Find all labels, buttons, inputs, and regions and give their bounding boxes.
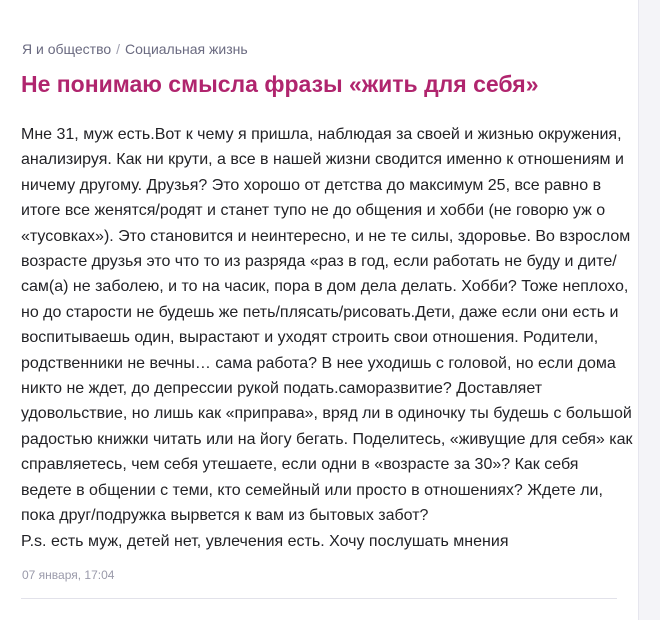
breadcrumb	[22, 41, 248, 57]
page-title: Не понимаю смысла фразы «жить для себя»	[21, 71, 539, 97]
post-timestamp: 07 января, 17:04	[22, 568, 115, 582]
breadcrumb-link-category[interactable]: Я и общество	[22, 41, 112, 57]
post-text: Мне 31, муж есть.Вот к чему я пришла, наблюдая за своей и жизнью окружения, анализируя. Как ни крути, а все в нашей жизни сводится именно к отношениям и ничему другому. Друзья? Это хорошо от детства до максимум 25, все равно в итоге все женятся/родят и станет тупо не до общения и хобби (не говорю уж о «тусовках»). Это становится и неинтересно, и не те силы, здоровье. Во взрослом возрасте друзья это что то из разряда «раз в год, если работать не буду и дите/сам(а) не заболею, и то на часик, пора в дом дела делать. Хобби? Тоже неплохо, но до старости не будешь же петь/плясать/рисовать.Дети, даже если они есть и воспитываешь один, вырастают и уходят строить свои отношения. Родители, родственники не вечны… сама работа? В нее уходишь с головой, но если дома никто не ждет, до депрессии рукой подать.саморазвитие? Доставляет удовольствие, но лишь как «приправа», вряд ли в одиночку ты будешь с большой радостью книжки читать или на йогу бегать. Поделитесь, «живущие для себя» как справляетесь, чем себя утешаете, если одни в «возрасте за 30»? Как себя ведете в общении с теми, кто семейный или просто в отношениях? Ждете ли, пока друг/подружка вырвется к вам из бытовых забот?	[21, 126, 633, 525]
post-body	[21, 122, 633, 554]
breadcrumb-link-subcategory[interactable]: Социальная жизнь	[125, 41, 248, 57]
post-postscript: P.s. есть муж, детей нет, увлечения есть. Хочу послушать мнения	[21, 532, 509, 550]
breadcrumb-separator: /	[116, 41, 121, 57]
divider	[21, 598, 617, 599]
